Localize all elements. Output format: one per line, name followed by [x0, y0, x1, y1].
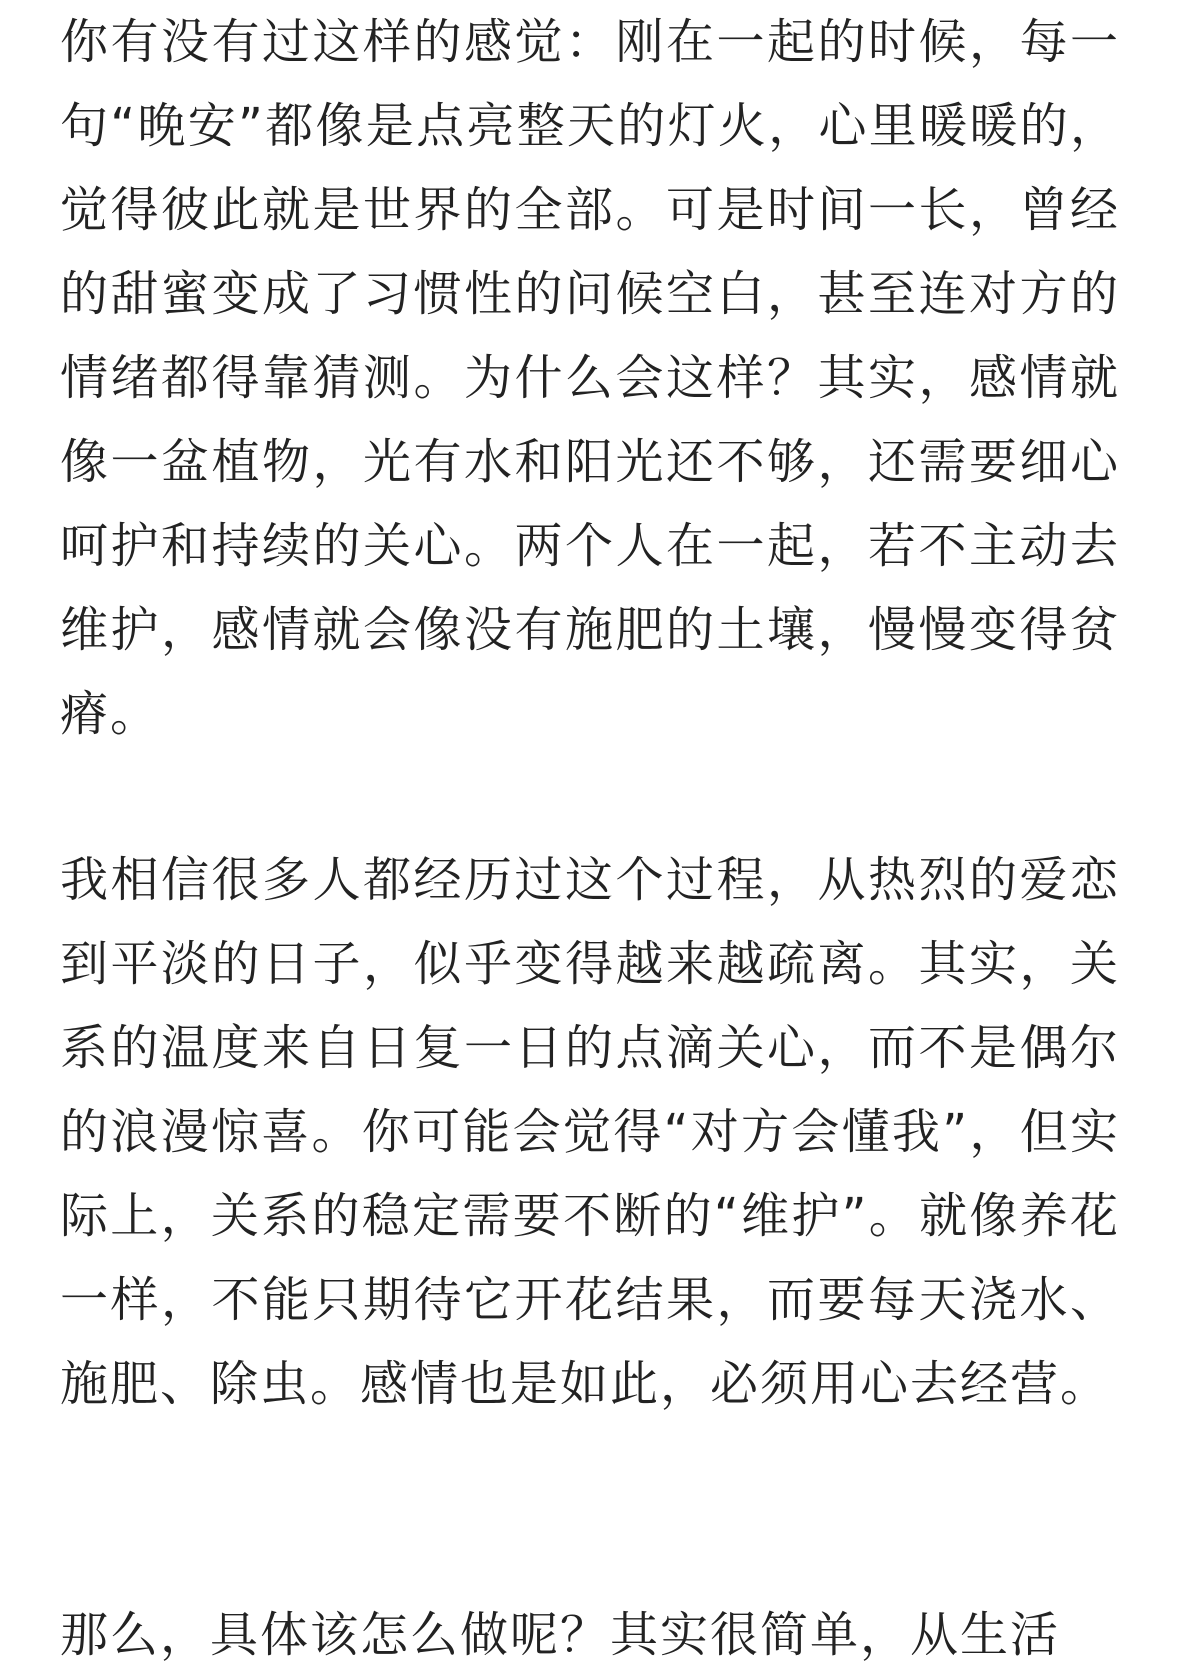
paragraph-1: 你有没有过这样的感觉：刚在一起的时候，每一句“晚安”都像是点亮整天的灯火，心里暖暖的，觉得彼此就是世界的全部。可是时间一长，曾经的甜蜜变成了习惯性的问候空白，甚至连对方的情绪都得靠猜测。为什么会这样？其实，感情就像一盆植物，光有水和阳光还不够，还需要细心呵护和持续的关心。两个人在一起，若不主动去维护，感情就会像没有施肥的土壤，慢慢变得贫瘠。 — [60, 14, 1120, 742]
paragraph-2: 我相信很多人都经历过这个过程，从热烈的爱恋到平淡的日子，似乎变得越来越疏离。其实，关系的温度来自日复一日的点滴关心，而不是偶尔的浪漫惊喜。你可能会觉得“对方会懂我”，但实际上，关系的稳定需要不断的“维护”。就像养花一样，不能只期待它开花结果，而要每天浇水、施肥、除虫。感情也是如此，必须用心去经营。 — [60, 852, 1120, 1412]
paragraph-3: 那么，具体该怎么做呢？其实很简单，从生活 — [60, 1607, 1061, 1663]
